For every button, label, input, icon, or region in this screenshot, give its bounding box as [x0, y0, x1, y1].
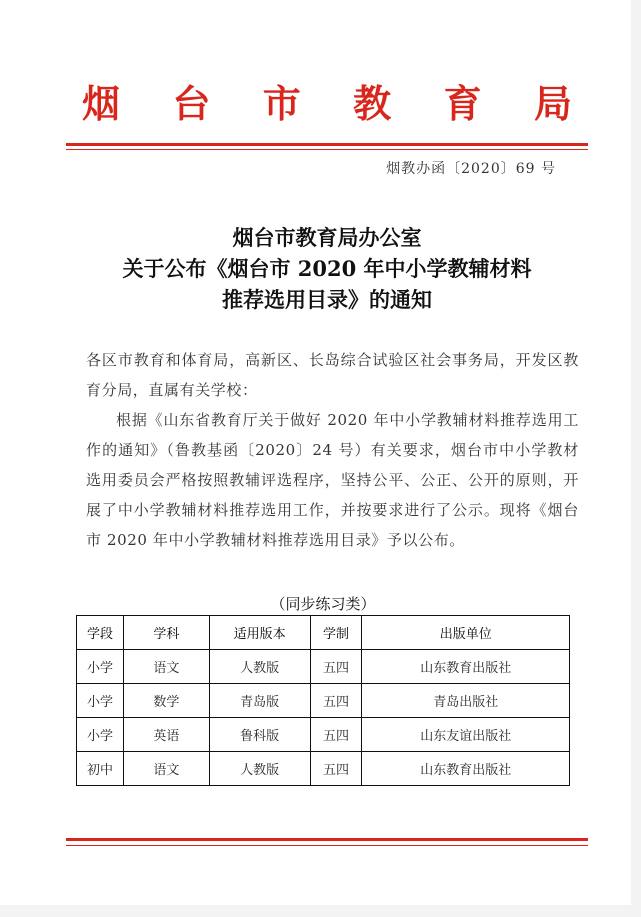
masthead-char: 育 — [443, 81, 482, 126]
salutation: 各区市教育和体育局，高新区、长岛综合试验区社会事务局，开发区教育分局，直属有关学校： — [86, 351, 579, 399]
cell-system: 五四 — [310, 684, 362, 718]
header-subject: 学科 — [123, 616, 209, 650]
header-stage: 学段 — [77, 616, 124, 650]
masthead-char: 台 — [172, 81, 211, 126]
cell-system: 五四 — [310, 752, 362, 786]
cell-subject: 语文 — [123, 752, 209, 786]
cell-publisher: 青岛出版社 — [362, 684, 570, 718]
masthead-char: 市 — [262, 81, 301, 126]
masthead-char: 烟 — [82, 81, 121, 126]
footer-rule-thick — [66, 838, 588, 841]
cell-edition: 青岛版 — [209, 684, 310, 718]
cell-system: 五四 — [310, 650, 362, 684]
table-header-row — [77, 616, 570, 650]
cell-edition: 人教版 — [209, 650, 310, 684]
header-rule-thick — [66, 143, 588, 146]
title-line-1: 烟台市教育局办公室 — [232, 225, 422, 250]
table-row — [77, 650, 570, 684]
cell-publisher: 山东友谊出版社 — [362, 718, 570, 752]
masthead — [82, 82, 572, 126]
cell-edition: 鲁科版 — [209, 718, 310, 752]
cell-publisher: 山东教育出版社 — [362, 752, 570, 786]
cell-publisher: 山东教育出版社 — [362, 650, 570, 684]
table-row — [77, 752, 570, 786]
title-line-2: 关于公布《烟台市 2020 年中小学教辅材料 — [122, 256, 532, 281]
cell-edition: 人教版 — [209, 752, 310, 786]
table-row — [77, 718, 570, 752]
cell-subject: 语文 — [123, 650, 209, 684]
cell-stage: 初中 — [77, 752, 124, 786]
body-paragraph: 根据《山东省教育厅关于做好 2020 年中小学教辅材料推荐选用工作的通知》（鲁教基函〔2020〕24 号）有关要求，烟台市中小学教材选用委员会严格按照教辅评选程序，坚持公平、公正、公开的原则，开展了中小学教辅材料推荐选用工作，并按要求进行了公示。现将《烟台市 2020 年中小学教辅材料推荐选用目录》予以公布。 — [86, 411, 579, 549]
header-edition: 适用版本 — [209, 616, 310, 650]
cell-subject: 英语 — [123, 718, 209, 752]
cell-stage: 小学 — [77, 684, 124, 718]
document-body — [86, 345, 579, 555]
table-row — [77, 684, 570, 718]
footer-rule-thin — [66, 845, 588, 846]
document-number: 烟教办函〔2020〕69 号 — [386, 161, 556, 177]
cell-stage: 小学 — [77, 718, 124, 752]
masthead-char: 教 — [353, 81, 392, 126]
table-caption: （同步练习类） — [270, 595, 376, 613]
cell-subject: 数学 — [123, 684, 209, 718]
cell-stage: 小学 — [77, 650, 124, 684]
masthead-char: 局 — [533, 81, 572, 126]
materials-table — [76, 615, 570, 786]
document-title — [66, 222, 588, 315]
header-rule-thin — [66, 149, 588, 150]
cell-system: 五四 — [310, 718, 362, 752]
header-publisher: 出版单位 — [362, 616, 570, 650]
title-line-3: 推荐选用目录》的通知 — [222, 287, 432, 312]
header-system: 学制 — [310, 616, 362, 650]
